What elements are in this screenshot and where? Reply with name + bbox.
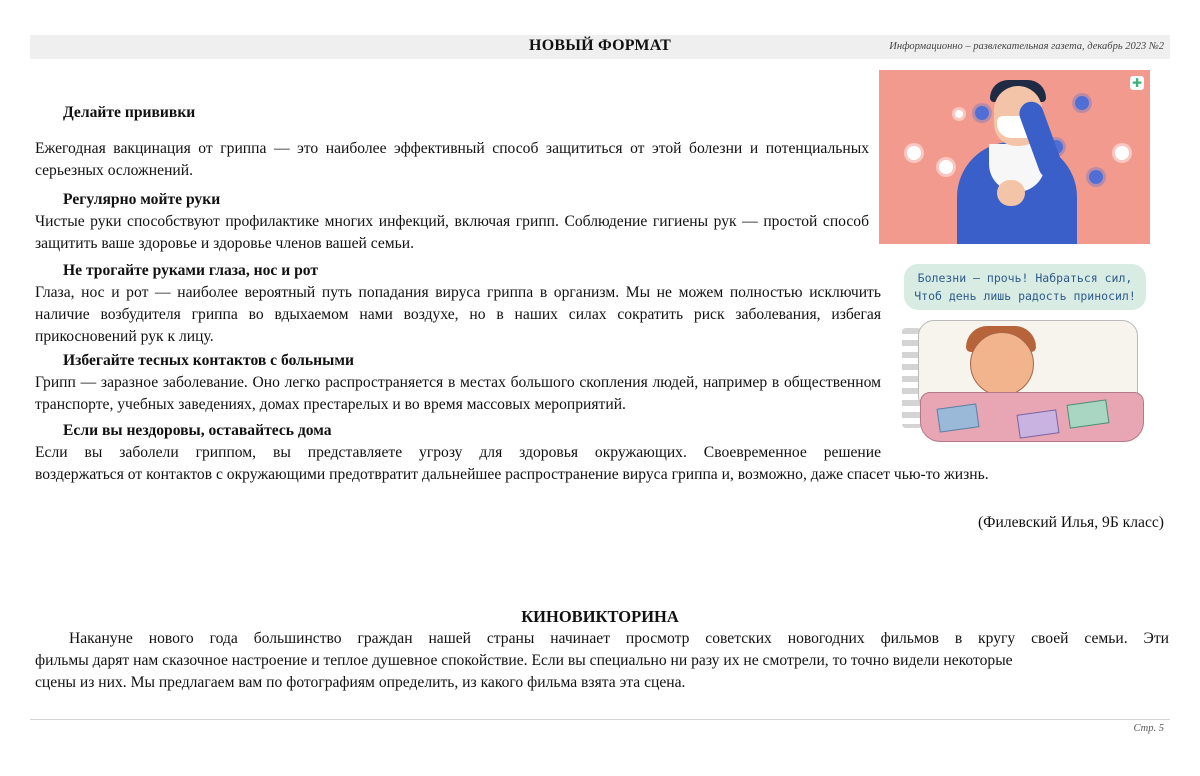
- plus-badge-icon: ✚: [1131, 76, 1143, 90]
- section-heading-vaccination: Делайте прививки: [63, 104, 196, 121]
- quiz-text-line2: фильмы дарят нам сказочное настроение и теплое душевное спокойствие. Если вы специально ни разу их не смотрели, то точно видели некоторые: [35, 652, 1013, 669]
- section-heading-wash-hands: Регулярно мойте руки: [63, 191, 221, 208]
- newspaper-subtitle: Информационно – развлекательная газета, декабрь 2023 №2: [889, 41, 1164, 52]
- illustration-caption: [904, 264, 1146, 310]
- sick-person-mask-illustration: [879, 70, 1150, 244]
- section-heading-stay-home: Если вы нездоровы, оставайтесь дома: [63, 422, 332, 439]
- section-text-face-touch: Глаза, нос и рот — наиболее вероятный путь попадания вируса гриппа в организм. Мы не можем полностью исключить наличие возбудителя гриппа во вдыхаемом нами воздухе, но в наших силах сократить риск заболевания, избегая прикосновений рук к лицу.: [35, 284, 881, 345]
- section-text-vaccination: Ежегодная вакцинация от гриппа — это наиболее эффективный способ защититься от этой болезни и потенциальных серьезных осложнений.: [35, 140, 869, 179]
- sick-child-in-bed-illustration: [898, 262, 1152, 446]
- section-text-stay-home-line2: воздержаться от контактов с окружающими предотвратит дальнейшее распространение вируса гриппа и, возможно, даже спасет чью-то жизнь.: [35, 466, 989, 483]
- caption-line-2: Чтоб день лишь радость приносил!: [914, 289, 1136, 303]
- caption-line-1: Болезни – прочь! Набраться сил,: [917, 271, 1133, 285]
- newspaper-header: [30, 35, 1170, 59]
- quiz-text-line3: сцены из них. Мы предлагаем вам по фотографиям определить, из какого фильма взята эта сцена.: [35, 674, 686, 691]
- section-text-contacts: Грипп — заразное заболевание. Оно легко распространяется в местах большого скопления людей, например в общественном транспорте, учебных заведениях, домах престарелых и во время массовых мероприятий.: [35, 374, 881, 413]
- section-heading-contacts: Избегайте тесных контактов с больными: [63, 352, 354, 369]
- article-author: (Филевский Илья, 9Б класс): [977, 514, 1164, 531]
- page-number: Стр. 5: [1133, 723, 1164, 734]
- footer-divider: [30, 719, 1170, 720]
- section-heading-face-touch: Не трогайте руками глаза, нос и рот: [63, 262, 319, 279]
- section-text-stay-home-line1: Если вы заболели гриппом, вы представляете угрозу для здоровья окружающих. Своевременное решение: [35, 444, 881, 461]
- quiz-text-line1: Накануне нового года большинство граждан нашей страны начинает просмотр советских новогодних фильмов в кругу своей семьи. Эти: [69, 630, 1169, 647]
- newspaper-title: НОВЫЙ ФОРМАТ: [529, 37, 671, 54]
- section-text-wash-hands: Чистые руки способствуют профилактике многих инфекций, включая грипп. Соблюдение гигиены рук — простой способ защитить ваше здоровье и здоровье членов вашей семьи.: [35, 213, 869, 252]
- quiz-title: КИНОВИКТОРИНА: [521, 607, 679, 626]
